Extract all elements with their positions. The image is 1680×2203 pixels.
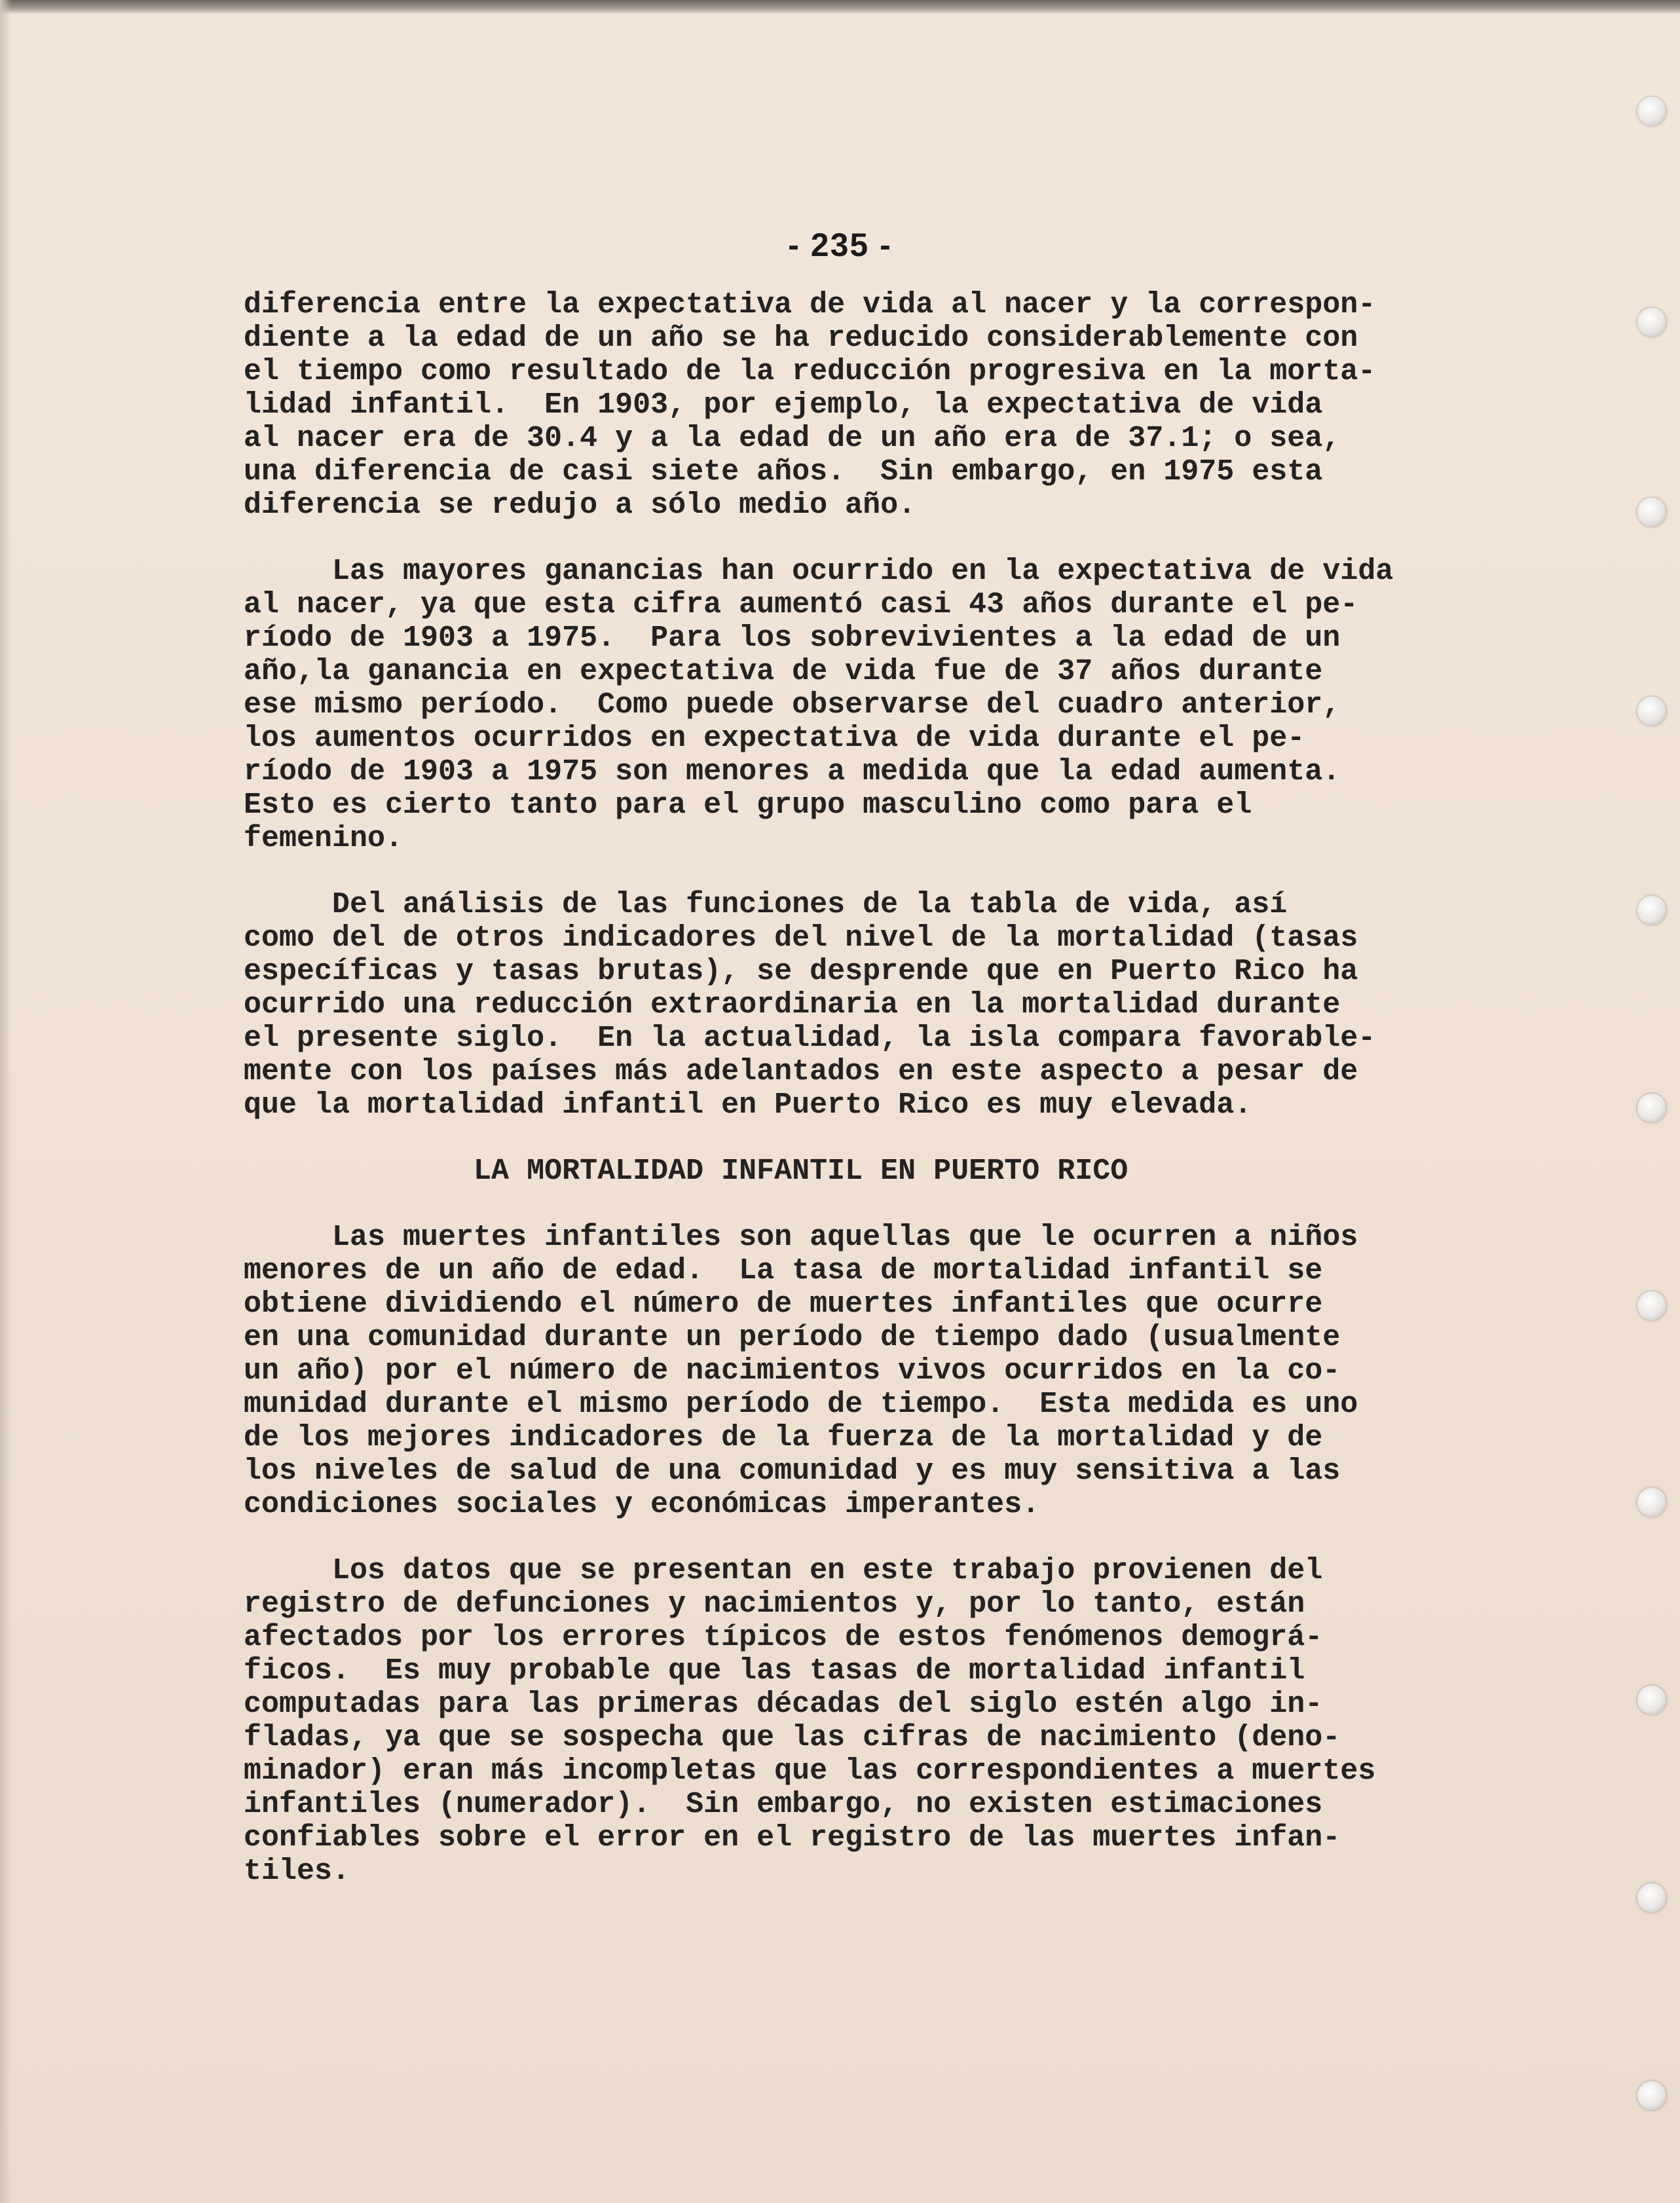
binder-hole [1637,498,1666,527]
paragraph: Del análisis de las funciones de la tabla de vida, así como del de otros indicadores del nivel de la mortalidad (tasas específicas y tasas brutas), se desprende que en Puerto Rico ha ocurrido una reducción extraordinaria en la mortalidad durante el presente siglo. En la actualidad, la isla compara favorable- mente con los países más adelantados en este aspecto a pesar de que la mortalidad infantil en Puerto Rico es muy elevada. [244,888,1376,1122]
section-heading: LA MORTALIDAD INFANTIL EN PUERTO RICO [244,1155,1129,1188]
binder-hole [1637,1094,1666,1122]
paragraph: Los datos que se presentan en este trabajo provienen del registro de defunciones y nacimientos y, por lo tanto, están afectados por los errores típicos de estos fenómenos demográ- ficos. Es muy probable que las tasas de mortalidad infantil computadas para las primeras décadas del siglo estén algo in- fladas, ya que se sospecha que las cifras de nacimiento (deno- minador) eran más incompletas que las correspondientes a muertes infantiles (numerador). Sin embargo, no existen estimaciones confiables sobre el error en el registro de las muertes infan- tiles. [244,1554,1376,1888]
binder-hole [1637,1488,1666,1517]
binder-hole [1637,1686,1666,1714]
binder-hole [1637,308,1666,337]
paragraph: diferencia entre la expectativa de vida al nacer y la correspon- diente a la edad de un año se ha reducido considerablemente con el tiempo como resultado de la reducción progresiva en la morta- lidad infantil. En 1903, por ejemplo, la expectativa de vida al nacer era de 30.4 y a la edad de un año era de 37.1; o sea, una diferencia de casi siete años. Sin embargo, en 1975 esta diferencia se redujo a sólo medio año. [244,288,1376,522]
paragraph: Las mayores ganancias han ocurrido en la expectativa de vida al nacer, ya que esta cifra aumentó casi 43 años durante el pe- ríodo de 1903 a 1975. Para los sobrevivientes a la edad de un año,la ganancia en expectativa de vida fue de 37 años durante ese mismo período. Como puede observarse del cuadro anterior, los aumentos ocurridos en expectativa de vida durante el pe- ríodo de 1903 a 1975 son menores a medida que la edad aumenta. Esto es cierto tanto para el grupo masculino como para el femenino. [244,555,1394,855]
binder-hole [1637,896,1666,925]
binder-hole [1637,697,1666,726]
binder-hole [1637,2081,1666,2110]
page-top-edge [0,0,1680,14]
page-number: - 235 - [788,227,892,263]
page-left-edge [0,0,12,2203]
binder-hole [1637,1883,1666,1912]
body-text [244,288,1488,1888]
paragraph: Las muertes infantiles son aquellas que le ocurren a niños menores de un año de edad. La tasa de mortalidad infantil se obtiene dividiendo el número de muertes infantiles que ocurre en una comunidad durante un período de tiempo dado (usualmente un año) por el número de nacimientos vivos ocurridos en la co- munidad durante el mismo período de tiempo. Esta medida es uno de los mejores indicadores de la fuerza de la mortalidad y de los niveles de salud de una comunidad y es muy sensitiva a las condiciones sociales y económicas imperantes. [244,1221,1358,1521]
binder-hole [1637,1291,1666,1320]
binder-hole [1637,97,1666,126]
